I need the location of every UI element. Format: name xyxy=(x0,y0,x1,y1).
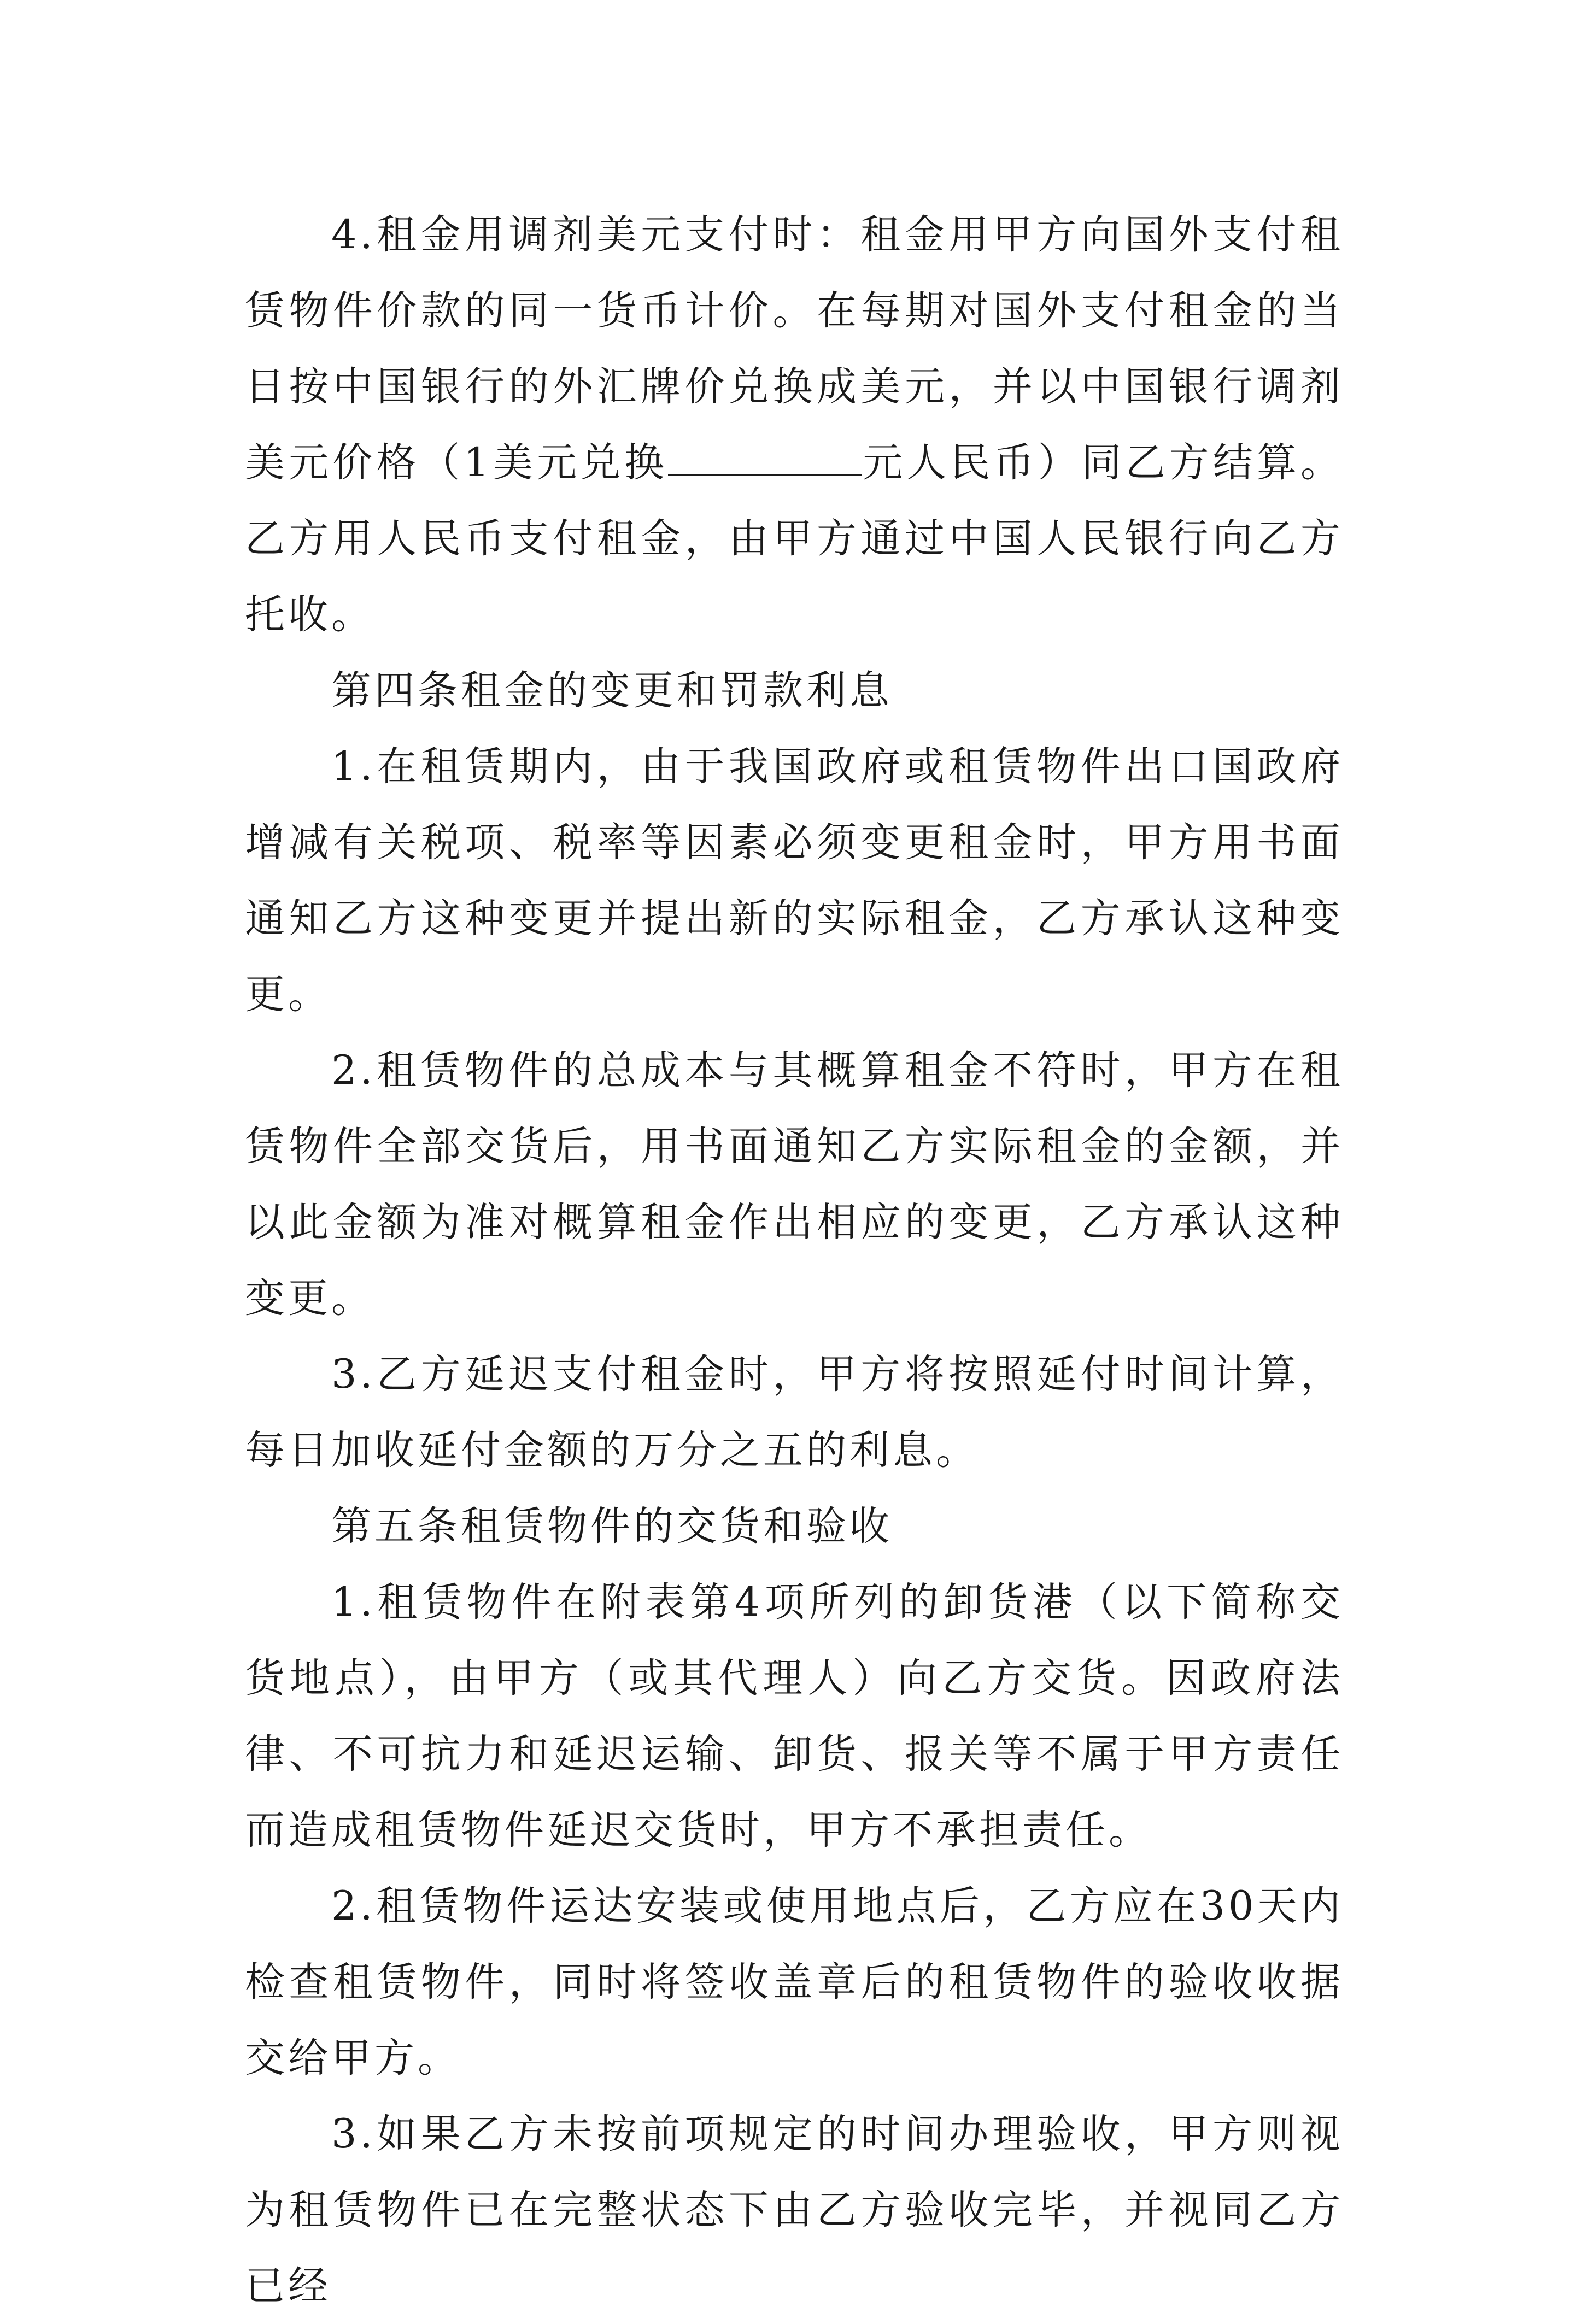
paragraph-4-1: 1.在租赁期内，由于我国政府或租赁物件出口国政府增减有关税项、税率等因素必须变更租金时，甲方用书面通知乙方这种变更并提出新的实际租金，乙方承认这种变更。 xyxy=(245,743,1344,1018)
paragraph-4-3: 3.乙方延迟支付租金时，甲方将按照延付时间计算，每日加收延付金额的万分之五的利息。 xyxy=(245,1351,1344,1474)
paragraph-text: 4.租金用调剂美元支付时：租金用甲方向国外支付租赁物件价款的同一货币计价。在每期对国外支付租金的当日按中国银行的外汇牌价兑换成美元，并以中国银行调剂美元价格（1美元兑换 xyxy=(245,212,1344,486)
exchange-rate-blank xyxy=(668,441,862,476)
document-body xyxy=(245,197,1344,2324)
paragraph-rent-usd-payment xyxy=(245,197,1344,653)
article-5-heading: 第五条租赁物件的交货和验收 xyxy=(331,1503,893,1550)
article-4-heading: 第四条租金的变更和罚款利息 xyxy=(331,667,893,714)
paragraph-5-1: 1.租赁物件在附表第4项所列的卸货港（以下简称交货地点），由甲方（或其代理人）向乙方交货。因政府法律、不可抗力和延迟运输、卸货、报关等不属于甲方责任而造成租赁物件延迟交货时，甲方不承担责任。 xyxy=(245,1579,1344,1853)
paragraph-5-2: 2.租赁物件运达安装或使用地点后，乙方应在30天内检查租赁物件，同时将签收盖章后的租赁物件的验收收据交给甲方。 xyxy=(245,1883,1344,2081)
paragraph-text: 元人民币）同乙方结算。乙方用人民币支付租金，由甲方通过中国人民银行向乙方托收。 xyxy=(245,439,1344,638)
paragraph-4-2: 2.租赁物件的总成本与其概算租金不符时，甲方在租赁物件全部交货后，用书面通知乙方实际租金的金额，并以此金额为准对概算租金作出相应的变更，乙方承认这种变更。 xyxy=(245,1047,1344,1322)
paragraph-5-3: 3.如果乙方未按前项规定的时间办理验收，甲方则视为租赁物件已在完整状态下由乙方验收完毕，并视同乙方已经 xyxy=(245,2111,1344,2309)
